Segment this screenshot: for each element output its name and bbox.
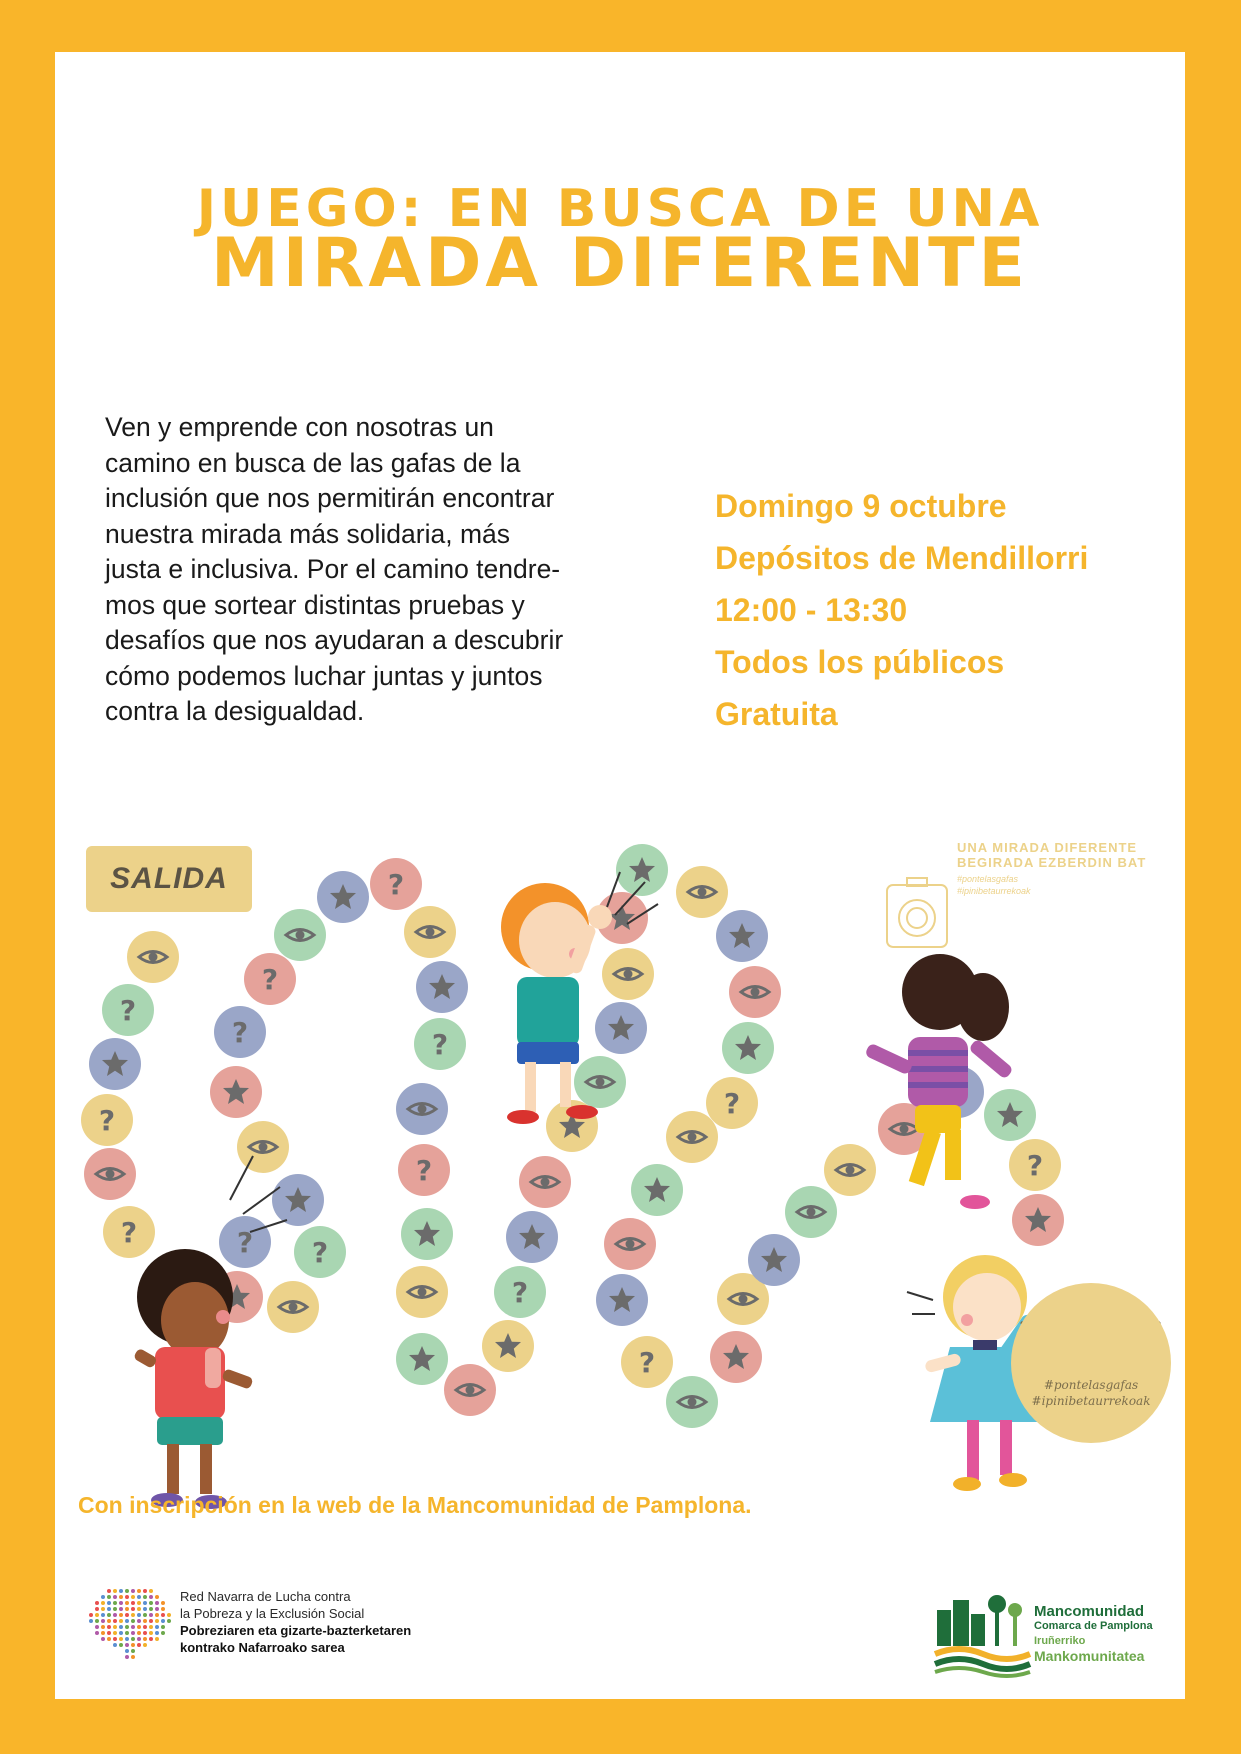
board-space bbox=[574, 1056, 626, 1108]
board-space bbox=[237, 1121, 289, 1173]
board-space bbox=[482, 1320, 534, 1372]
board-space bbox=[102, 984, 154, 1036]
event-audience: Todos los públicos bbox=[715, 644, 1005, 680]
board-space bbox=[404, 906, 456, 958]
board-space bbox=[785, 1186, 837, 1238]
board-space bbox=[676, 866, 728, 918]
board-space bbox=[370, 858, 422, 910]
game-board-illustration: ? bbox=[55, 842, 1185, 1522]
board-space bbox=[984, 1089, 1036, 1141]
board-space bbox=[272, 1174, 324, 1226]
description-line: camino en busca de las gafas de la bbox=[105, 447, 521, 478]
board-space bbox=[621, 1336, 673, 1388]
event-date: Domingo 9 octubre bbox=[715, 488, 1007, 524]
manc-line-3: Iruñerriko bbox=[1034, 1635, 1086, 1647]
board-space bbox=[722, 1022, 774, 1074]
poster bbox=[46, 36, 1185, 1699]
board-space bbox=[444, 1364, 496, 1416]
board-space bbox=[631, 1164, 683, 1216]
board-space bbox=[396, 1083, 448, 1135]
board-space bbox=[494, 1266, 546, 1318]
brand-stamp-tag-1: #pontelasgafas bbox=[957, 874, 1019, 884]
board-space bbox=[210, 1066, 262, 1118]
board-space bbox=[748, 1234, 800, 1286]
board-space bbox=[710, 1331, 762, 1383]
board-space bbox=[595, 1002, 647, 1054]
board-space bbox=[506, 1211, 558, 1263]
manc-line-2: Comarca de Pamplona bbox=[1034, 1620, 1153, 1632]
registration-note: Con inscripción en la web de la Mancomunidad de Pamplona. bbox=[78, 1492, 752, 1518]
red-line-3: Pobreziaren eta gizarte-bazterketaren bbox=[180, 1623, 412, 1638]
event-time: 12:00 - 13:30 bbox=[715, 592, 908, 628]
red-line-4: kontrako Nafarroako sarea bbox=[180, 1640, 345, 1655]
event-price: Gratuita bbox=[715, 696, 838, 732]
board-space bbox=[1012, 1194, 1064, 1246]
board-space bbox=[414, 1018, 466, 1070]
brand-stamp-line-1: UNA MIRADA DIFERENTE bbox=[957, 840, 1138, 855]
board-space bbox=[666, 1376, 718, 1428]
board-space bbox=[127, 931, 179, 983]
mancomunidad-text bbox=[1034, 1604, 1153, 1664]
boy-red-shirt-illustration bbox=[133, 1156, 287, 1509]
red-line-2: la Pobreza y la Exclusión Social bbox=[180, 1606, 365, 1621]
board-space bbox=[89, 1038, 141, 1090]
title-line-2: MIRADA DIFERENTE bbox=[211, 224, 1029, 303]
description bbox=[105, 410, 665, 730]
badge-tag-1: #pontelasgafas bbox=[1043, 1378, 1139, 1392]
title-line-1: JUEGO: EN BUSCA DE UNA bbox=[196, 179, 1044, 239]
board-space bbox=[396, 1333, 448, 1385]
glasses-badge bbox=[1011, 1283, 1171, 1443]
brand-stamp-line-2: BEGIRADA EZBERDIN BAT bbox=[957, 855, 1147, 870]
board-space bbox=[103, 1206, 155, 1258]
manc-line-4: Mankomunitatea bbox=[1034, 1648, 1145, 1664]
brand-stamp-tag-2: #ipinibetaurrekoak bbox=[957, 886, 1031, 896]
board-space bbox=[244, 953, 296, 1005]
event-place: Depósitos de Mendillorri bbox=[715, 540, 1089, 576]
board-space bbox=[274, 909, 326, 961]
board-space bbox=[602, 948, 654, 1000]
board-space bbox=[666, 1111, 718, 1163]
description-line: mos que sortear distintas pruebas y bbox=[105, 589, 525, 620]
board-space bbox=[398, 1144, 450, 1196]
board-space bbox=[317, 871, 369, 923]
board-space bbox=[519, 1156, 571, 1208]
red-navarra-logo bbox=[85, 1579, 175, 1669]
board-space bbox=[81, 1094, 133, 1146]
board-space bbox=[396, 1266, 448, 1318]
board-space bbox=[1009, 1139, 1061, 1191]
board-space bbox=[706, 1077, 758, 1129]
description-line: nuestra mirada más solidaria, más bbox=[105, 518, 511, 549]
description-line: inclusión que nos permitirán encontrar bbox=[105, 483, 555, 513]
description-line: cómo podemos luchar juntas y juntos bbox=[105, 660, 543, 691]
description-line: justa e inclusiva. Por el camino tendre- bbox=[105, 554, 561, 584]
board-space bbox=[214, 1006, 266, 1058]
description-line: desafíos que nos ayudaran a descubrir bbox=[105, 625, 564, 655]
girl-striped-shirt-illustration bbox=[864, 954, 1014, 1209]
red-line-1: Red Navarra de Lucha contra bbox=[180, 1589, 351, 1604]
mancomunidad-logo bbox=[935, 1590, 1030, 1675]
badge-tag-2: #ipinibetaurrekoak bbox=[1031, 1394, 1151, 1408]
board-space bbox=[596, 1274, 648, 1326]
board-space bbox=[604, 1218, 656, 1270]
board-space bbox=[616, 844, 668, 896]
event-details bbox=[715, 480, 1175, 740]
board-space bbox=[401, 1208, 453, 1260]
start-label: SALIDA bbox=[86, 846, 252, 912]
description-line: contra la desigualdad. bbox=[105, 696, 365, 726]
red-navarra-text bbox=[180, 1588, 411, 1656]
description-line: Ven y emprende con nosotras un bbox=[105, 412, 494, 442]
board-space bbox=[267, 1281, 319, 1333]
board-space bbox=[84, 1148, 136, 1200]
board-space bbox=[824, 1144, 876, 1196]
camera-icon bbox=[887, 878, 947, 947]
board-space bbox=[294, 1226, 346, 1278]
board-space bbox=[219, 1216, 271, 1268]
board-space bbox=[716, 910, 768, 962]
board-space bbox=[729, 966, 781, 1018]
manc-line-1: Mancomunidad bbox=[1034, 1603, 1145, 1620]
board-space bbox=[416, 961, 468, 1013]
